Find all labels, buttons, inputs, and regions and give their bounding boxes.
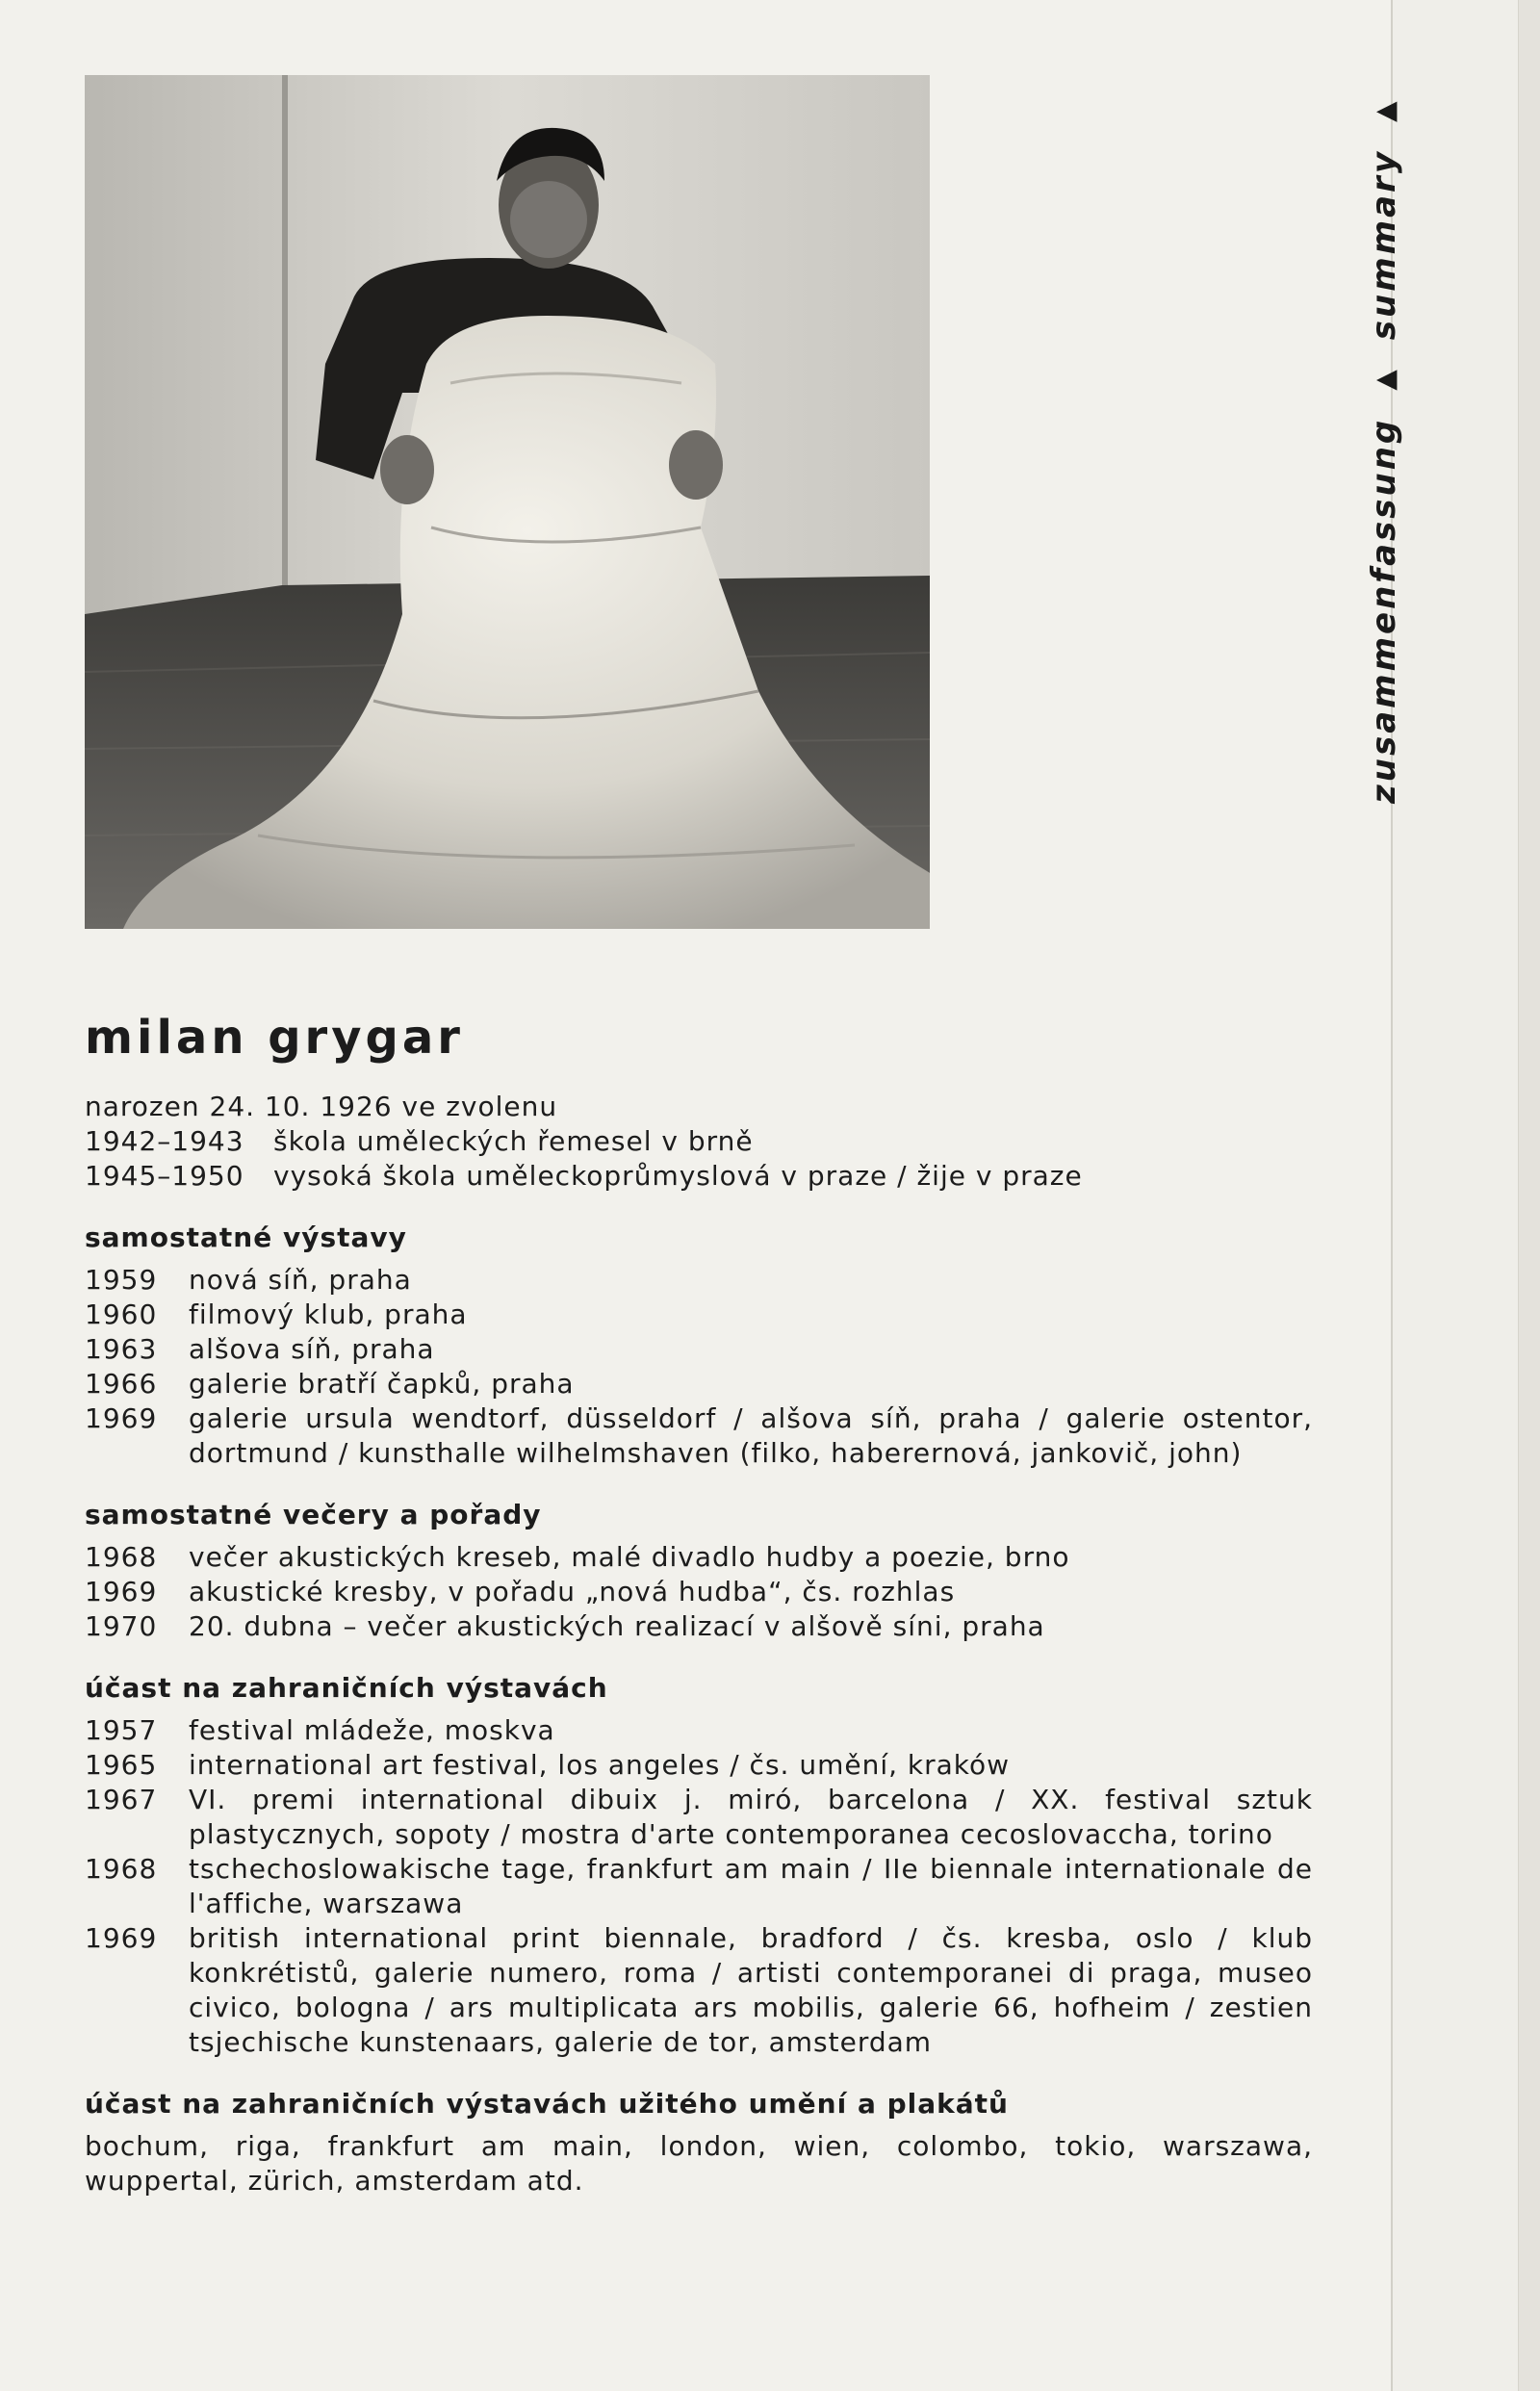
entry-text: british international print biennale, bradford / čs. kresba, oslo / klub konkrétistů, galerie numero, roma / artisti contemporanei di praga, museo civico, bologna / ars multiplicata ars mobilis, galerie 66, hofheim / zestien tsjechische kunstenaars, galerie de tor, amsterdam — [189, 1922, 1313, 2058]
applied-art-heading: účast na zahraničních výstavách užitého umění a plakátů — [85, 2088, 1009, 2120]
evening-entry — [85, 1575, 1313, 1609]
entry-text: galerie ursula wendtorf, düsseldorf / alšova síň, praha / galerie ostentor, dortmund / kunsthalle wilhelmshaven (filko, haberernová, jankovič, john) — [189, 1402, 1313, 1469]
entry-text: VI. premi international dibuix j. miró, barcelona / XX. festival sztuk plastycznych, sopoty / mostra d'arte contemporanea cecoslovaccha, torino — [189, 1784, 1313, 1850]
solo-exhibitions-heading: samostatné výstavy — [85, 1221, 407, 1253]
exhibition-entry — [85, 1263, 1313, 1298]
entry-year: 1969 — [85, 1922, 158, 1954]
entry-text: 20. dubna – večer akustických realizací v alšově síni, praha — [189, 1610, 1045, 1642]
page-edge — [1518, 0, 1540, 2391]
education-years: 1942–1943 — [85, 1125, 244, 1157]
side-index-strip — [1391, 0, 1540, 2391]
entry-text: akustické kresby, v pořadu „nová hudba“, čs. rozhlas — [189, 1576, 956, 1607]
foreign-exhibition-entry — [85, 1748, 1313, 1783]
evening-entry — [85, 1609, 1313, 1644]
entry-year: 1966 — [85, 1368, 158, 1400]
artist-biography — [85, 1011, 1313, 2198]
exhibition-entry — [85, 1367, 1313, 1401]
evening-entry — [85, 1540, 1313, 1575]
education-line — [85, 1124, 1313, 1159]
entry-text: tschechoslowakische tage, frankfurt am main / IIe biennale internationale de l'affiche, warszawa — [189, 1853, 1313, 1919]
triangle-arrow-icon: ▲ — [1368, 98, 1400, 123]
entry-text: galerie bratří čapků, praha — [189, 1368, 575, 1400]
entry-year: 1959 — [85, 1264, 158, 1296]
triangle-arrow-icon: ▲ — [1368, 367, 1400, 391]
entry-year: 1965 — [85, 1749, 158, 1781]
entry-year: 1969 — [85, 1402, 158, 1434]
education-text: vysoká škola uměleckoprůmyslová v praze / žije v praze — [273, 1160, 1083, 1192]
entry-text: večer akustických kreseb, malé divadlo hudby a poezie, brno — [189, 1541, 1070, 1573]
artist-name: milan grygar — [85, 1011, 464, 1065]
exhibition-entry — [85, 1401, 1313, 1471]
foreign-exhibition-entry — [85, 1921, 1313, 2060]
tab-zusammenfassung[interactable]: zusammenfassung — [1365, 417, 1403, 804]
artist-photo-illustration — [85, 75, 930, 929]
entry-text: filmový klub, praha — [189, 1298, 468, 1330]
entry-year: 1968 — [85, 1853, 158, 1885]
education-text: škola uměleckých řemesel v brně — [273, 1125, 754, 1157]
exhibition-entry — [85, 1298, 1313, 1332]
foreign-exhibitions-heading: účast na zahraničních výstavách — [85, 1672, 608, 1704]
entry-year: 1957 — [85, 1714, 158, 1746]
education-years: 1945–1950 — [85, 1160, 244, 1192]
education-line — [85, 1159, 1313, 1194]
entry-text: international art festival, los angeles / čs. umění, kraków — [189, 1749, 1011, 1781]
artist-photo — [85, 75, 930, 929]
entry-text: alšova síň, praha — [189, 1333, 435, 1365]
tab-summary[interactable]: summary — [1365, 149, 1403, 341]
entry-year: 1969 — [85, 1576, 158, 1607]
entry-year: 1967 — [85, 1784, 158, 1815]
side-index-tabs — [1355, 53, 1413, 804]
entry-year: 1960 — [85, 1298, 158, 1330]
applied-art-cities: bochum, riga, frankfurt am main, london, wien, colombo, tokio, warszawa, wuppertal, zürich, amsterdam atd. — [85, 2130, 1313, 2197]
evenings-heading: samostatné večery a pořady — [85, 1499, 542, 1530]
birth-line: narozen 24. 10. 1926 ve zvolenu — [85, 1091, 558, 1122]
entry-year: 1970 — [85, 1610, 158, 1642]
foreign-exhibition-entry — [85, 1852, 1313, 1921]
entry-year: 1963 — [85, 1333, 158, 1365]
foreign-exhibition-entry — [85, 1783, 1313, 1852]
entry-text: festival mládeže, moskva — [189, 1714, 555, 1746]
entry-year: 1968 — [85, 1541, 158, 1573]
exhibition-entry — [85, 1332, 1313, 1367]
entry-text: nová síň, praha — [189, 1264, 412, 1296]
foreign-exhibition-entry — [85, 1713, 1313, 1748]
